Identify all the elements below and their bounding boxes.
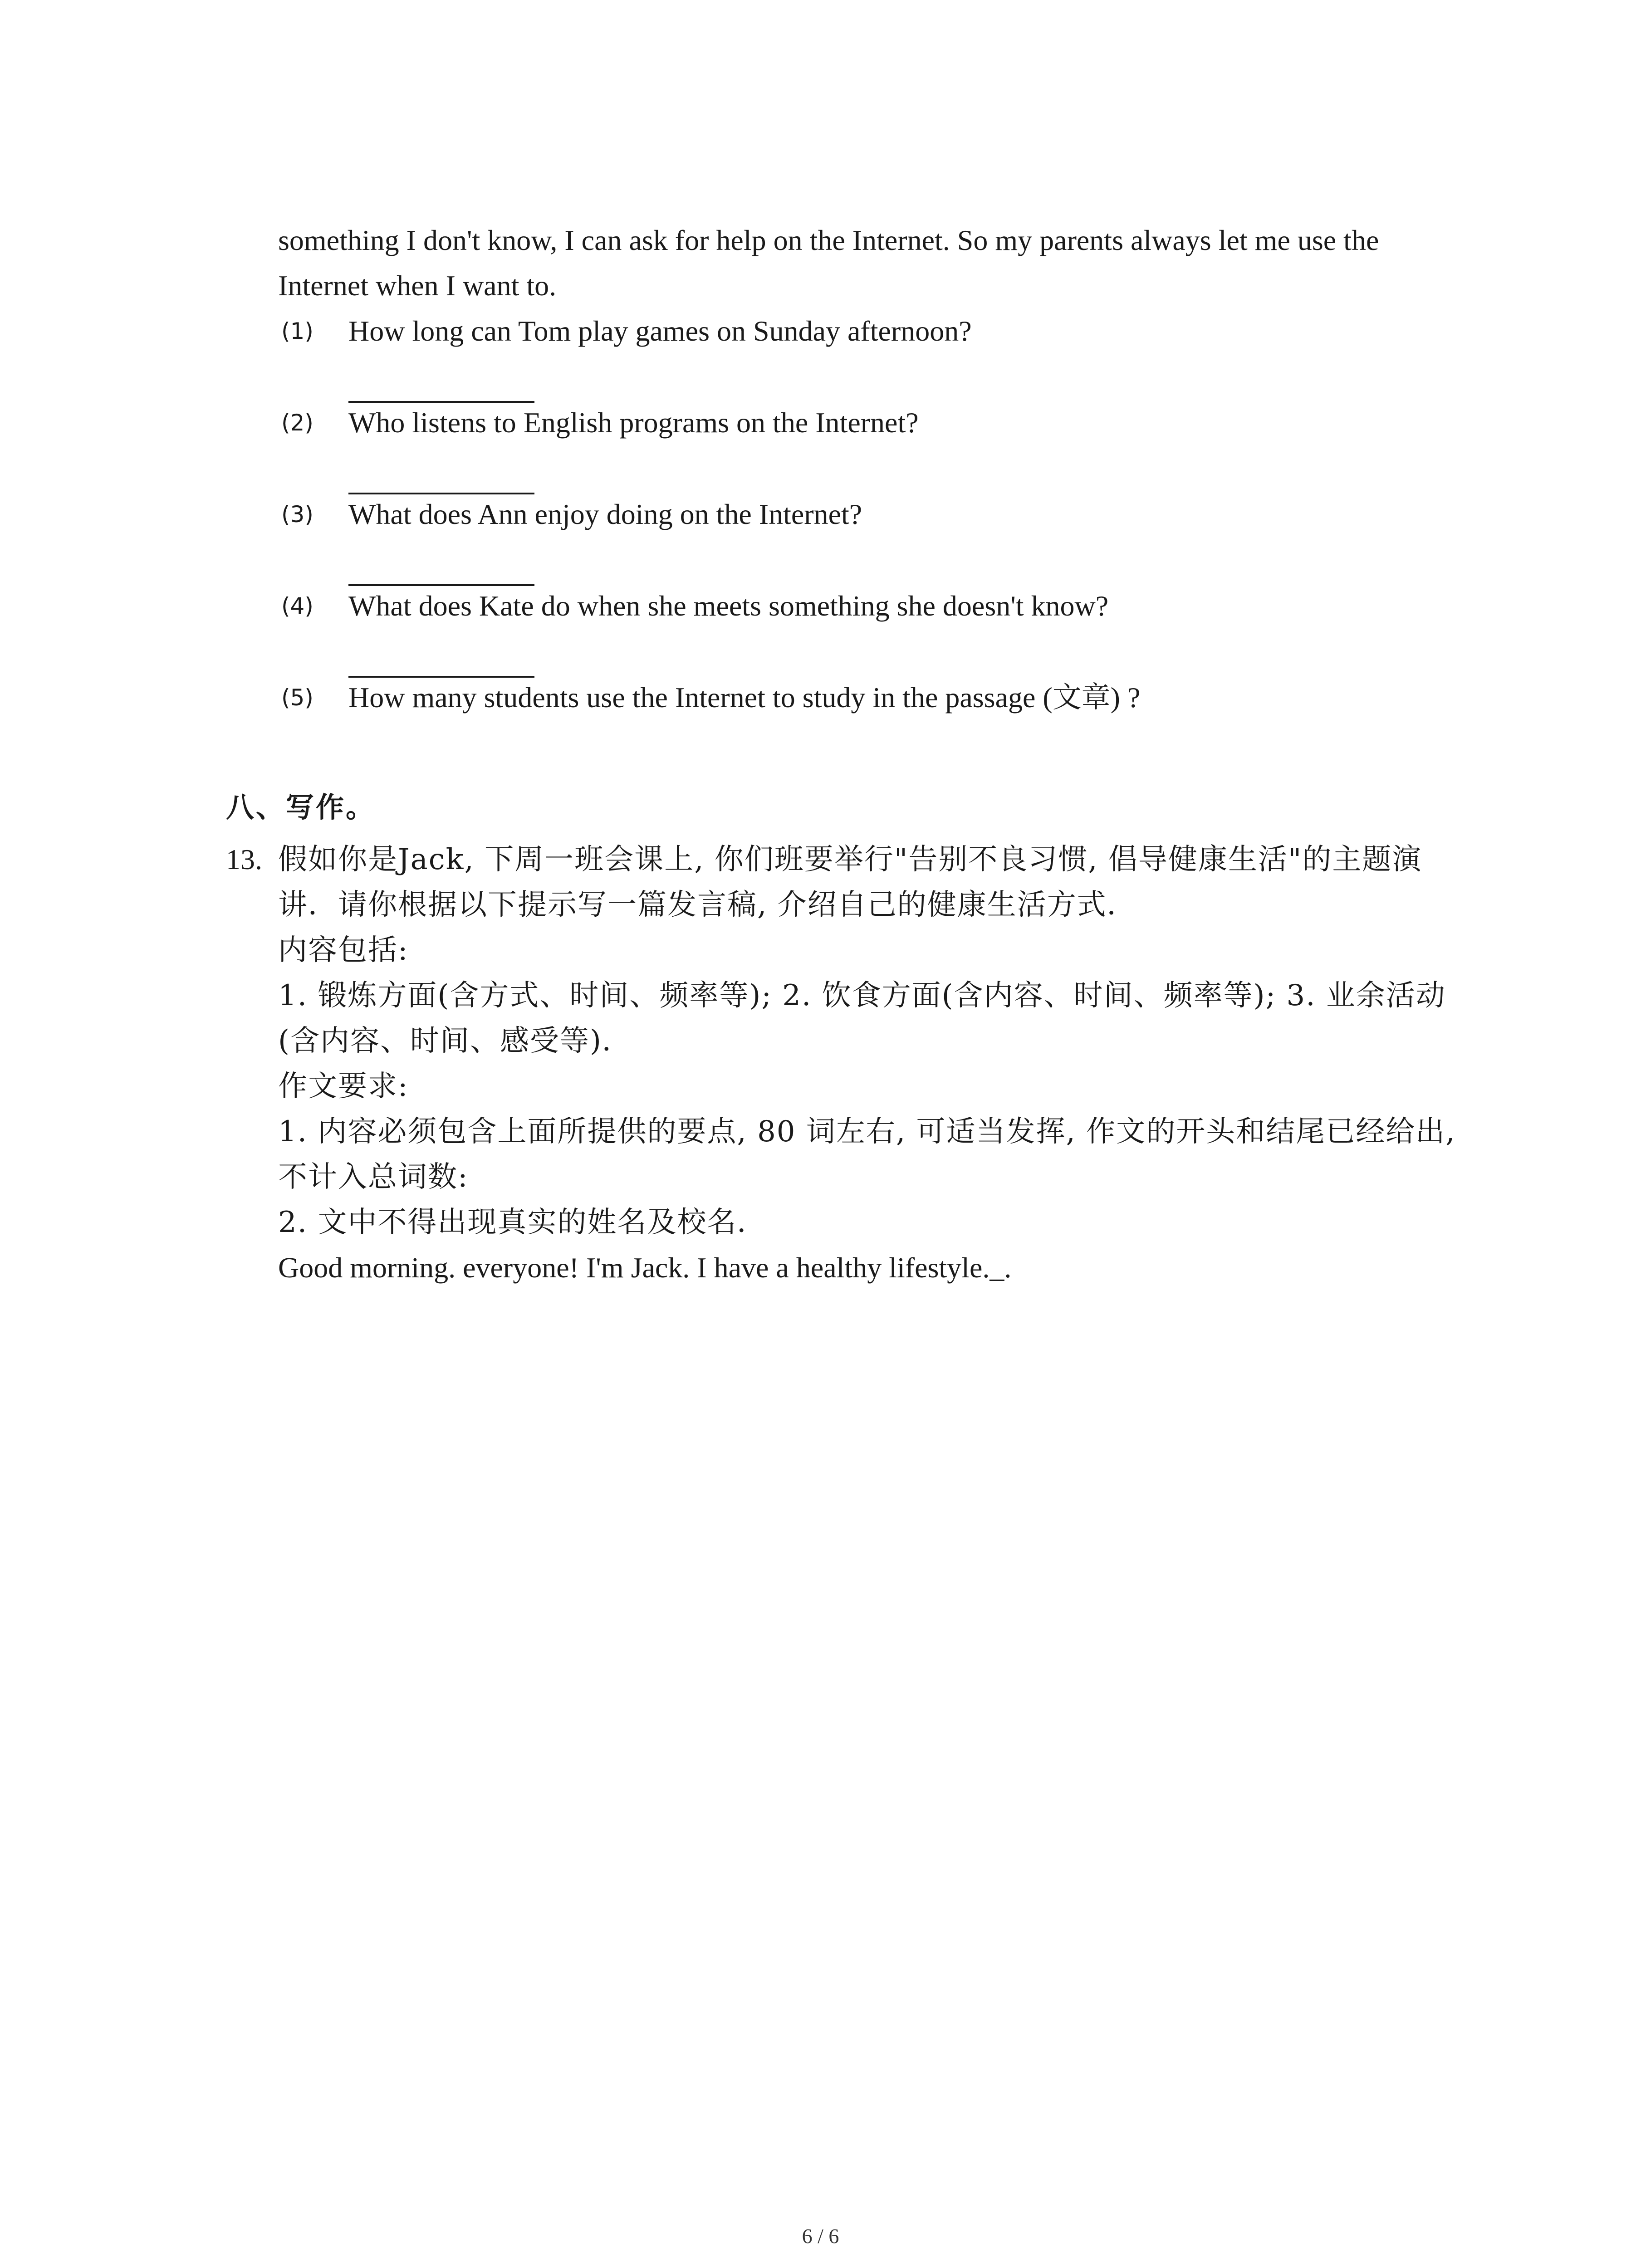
question-text-4: What does Kate do when she meets something she doesn't know? (348, 590, 1109, 622)
answer-blank-3[interactable] (348, 584, 534, 586)
question-text-1: How long can Tom play games on Sunday afternoon? (348, 315, 972, 347)
essay-requirement-1-line-1: 1. 内容必须包含上面所提供的要点, 80 词左右, 可适当发挥, 作文的开头和结尾已经给出, (278, 1115, 1456, 1149)
passage-line-1: something I don't know, I can ask for help on the Internet. So my parents always let me use the (278, 224, 1379, 256)
question-number-3: (3) (281, 501, 314, 528)
essay-requirement-1-line-2: 不计入总词数: (278, 1160, 469, 1194)
essay-opening-sentence: Good morning. everyone! I'm Jack. I have a healthy lifestyle._. (278, 1251, 1012, 1284)
question-number-5: (5) (281, 684, 314, 711)
content-points-line-2: (含内容、时间、感受等)． (278, 1024, 632, 1058)
content-points-line-1: 1. 锻炼方面(含方式、时间、频率等); 2. 饮食方面(含内容、时间、频率等); 3. 业余活动 (278, 979, 1446, 1012)
question-text-2: Who listens to English programs on the Internet? (348, 406, 919, 439)
content-requirements-label: 内容包括: (278, 934, 409, 967)
question-number-1: (1) (281, 318, 314, 344)
question-text-3: What does Ann enjoy doing on the Internet? (348, 498, 862, 530)
question-number-4: (4) (281, 593, 314, 619)
passage-line-2: Internet when I want to. (278, 269, 557, 302)
question-text-5: How many students use the Internet to study in the passage (文章) ? (348, 681, 1141, 714)
writing-prompt-line-1: 假如你是Jack, 下周一班会课上, 你们班要举行"告别不良习惯, 倡导健康生活"的主题演 (278, 843, 1422, 876)
essay-requirements-label: 作文要求: (278, 1070, 409, 1103)
answer-blank-2[interactable] (348, 493, 534, 494)
writing-prompt-line-2: 讲．请你根据以下提示写一篇发言稿, 介绍自己的健康生活方式． (278, 888, 1137, 922)
section-heading-writing: 八、写作。 (226, 791, 376, 824)
answer-blank-4[interactable] (348, 676, 534, 678)
question-number-2: (2) (281, 410, 314, 436)
essay-requirement-2: 2. 文中不得出现真实的姓名及校名． (278, 1206, 767, 1239)
answer-blank-1[interactable] (348, 401, 534, 403)
writing-question-number: 13. (226, 843, 262, 875)
page-number: 6 / 6 (802, 2224, 839, 2248)
